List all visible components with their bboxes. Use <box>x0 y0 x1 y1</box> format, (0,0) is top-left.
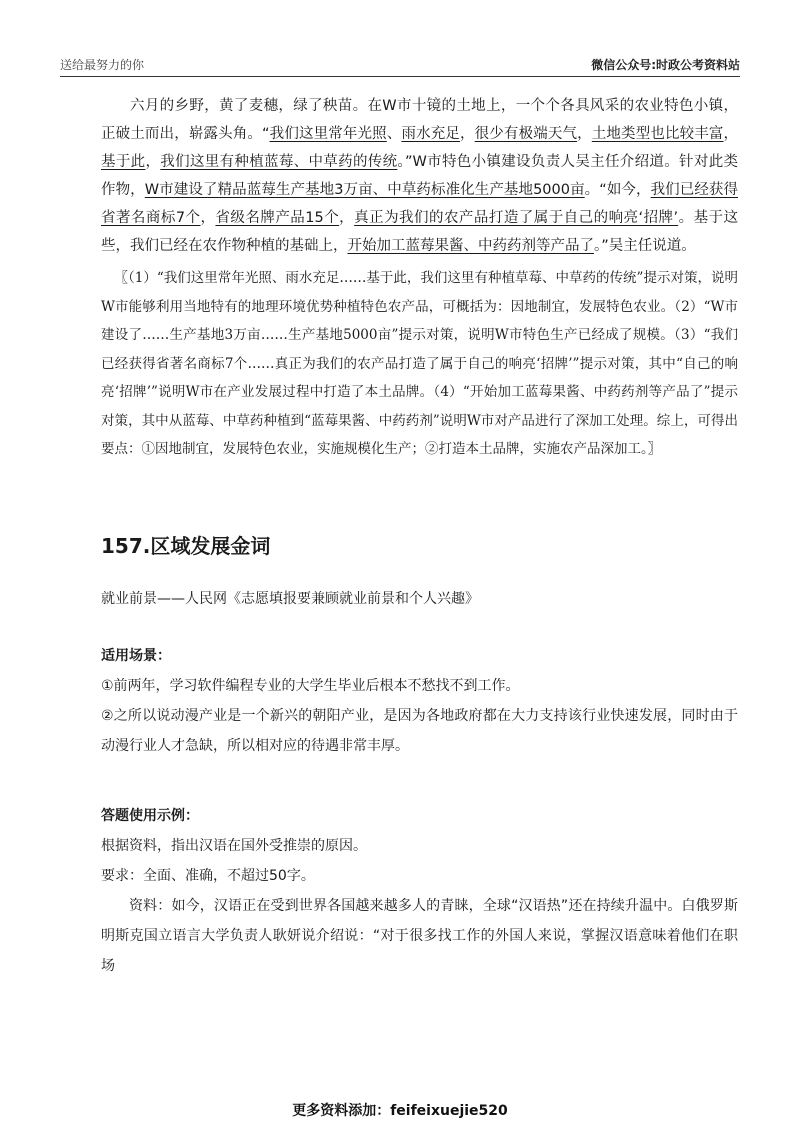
example-requirement: 要求：全面、准确，不超过50字。 <box>101 867 315 884</box>
scenarios-label: 适用场景： <box>101 647 171 664</box>
page-header <box>60 56 740 77</box>
example-question: 根据资料，指出汉语在国外受推崇的原因。 <box>101 837 367 854</box>
page-footer: 更多资料添加：feifeixuejie520 <box>292 1103 508 1119</box>
example-material: 资料：如今，汉语正在受到世界各国越来越多人的青睐，全球“汉语热”还在持续升温中。白俄罗斯明斯克国立语言大学负责人耿妍说介绍说：“对于很多找工作的外国人来说，掌握汉语意味着他们在职场 <box>101 897 738 974</box>
scenario-item-2: ②之所以说动漫产业是一个新兴的朝阳产业，是因为各地政府都在大力支持该行业快速发展，同时由于动漫行业人才急缺，所以相对应的待遇非常丰厚。 <box>101 707 738 754</box>
analysis-paragraph: 〖（1）“我们这里常年光照、雨水充足……基于此，我们这里有种植草莓、中草药的传统”提示对策，说明W市能够利用当地特有的地理环境优势种植特色农产品，可概括为：因地制宜，发展特色农业。（2）“W市建设了……生产基地3万亩……生产基地5000亩”提示对策，说明W市特色生产已经成了规模。（3）“我们已经获得省著名商标7个……真正为我们的农产品打造了属于自己的响亮‘招牌’”提示对策，其中“自己的响亮‘招牌’”说明W市在产业发展过程中打造了本土品牌。（4）“开始加工蓝莓果酱、中药药剂等产品了”提示对策，其中从蓝莓、中草药种植到“蓝莓果酱、中药药剂”说明W市对产品进行了深加工处理。综上，可得出要点：①因地制宜，发展特色农业，实施规模化生产；②打造本土品牌，实施农产品深加工。〗 <box>101 270 738 457</box>
section-subtitle: 就业前景——人民网《志愿填报要兼顾就业前景和个人兴趣》 <box>101 590 479 607</box>
scenario-item-1: ①前两年，学习软件编程专业的大学生毕业后根本不愁找不到工作。 <box>101 677 520 694</box>
section-title: 157.区域发展金词 <box>101 533 271 558</box>
passage-paragraph: 六月的乡野，黄了麦穗，绿了秧苗。在W市十镜的土地上，一个个各具风采的农业特色小镇，正破土而出，崭露头角。“我们这里常年光照、雨水充足，很少有极端天气，土地类型也比较丰富，基于此，我们这里有种植蓝莓、中草药的传统。”W市特色小镇建设负责人吴主任介绍道。针对此类作物，W市建设了精品蓝莓生产基地3万亩、中草药标准化生产基地5000亩。“如今，我们已经获得省著名商标7个，省级名牌产品15个，真正为我们的农产品打造了属于自己的响亮‘招牌’。基于这些，我们已经在农作物种植的基础上，开始加工蓝莓果酱、中药药剂等产品了。”吴主任说道。 <box>101 98 739 254</box>
header-wechat-account: 微信公众号:时政公考资料站 <box>591 58 740 72</box>
example-label: 答题使用示例： <box>101 807 199 824</box>
page-content <box>101 92 738 981</box>
header-slogan: 送给最努力的你 <box>60 58 145 72</box>
